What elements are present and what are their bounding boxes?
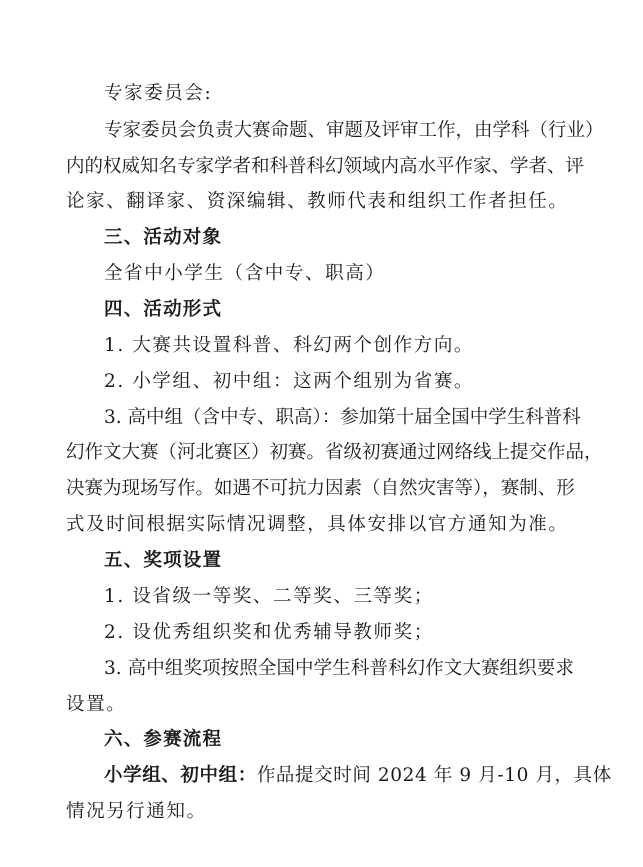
paragraph-line: 决赛为现场写作。如遇不可抗力因素（自然灾害等），赛制、形 (66, 478, 575, 499)
submission-time-text: 作品提交时间 2024 年 9 月-10 月，具体 (256, 765, 612, 786)
paragraph-line: 论家、翻译家、资深编辑、教师代表和组织工作者担任。 (66, 191, 569, 212)
list-item: 3. 高中组（含中专、职高）：参加第十届全国中学生科普科 (104, 407, 581, 428)
paragraph-line (104, 764, 612, 788)
list-item: 2. 小学组、初中组：这两个组别为省赛。 (104, 371, 475, 392)
list-item: 1. 设省级一等奖、二等奖、三等奖； (104, 586, 434, 607)
section-heading-6: 六、参赛流程 (104, 729, 223, 750)
paragraph-line: 专家委员会负责大赛命题、审题及评审工作，由学科（行业） (104, 120, 604, 141)
group-label: 小学组、初中组： (104, 765, 257, 786)
committee-label: 专家委员会: (104, 83, 213, 104)
paragraph-line: 设置。 (66, 694, 127, 715)
list-item: 1. 大赛共设置科普、科幻两个创作方向。 (104, 335, 475, 356)
paragraph-line: 情况另行通知。 (66, 801, 207, 822)
paragraph-line: 内的权威知名专家学者和科普科幻领域内高水平作家、学者、评 (66, 156, 585, 177)
section-heading-5: 五、奖项设置 (104, 550, 223, 571)
paragraph-line: 幻作文大赛（河北赛区）初赛。省级初赛通过网络线上提交作品， (66, 442, 603, 463)
paragraph-line: 全省中小学生（含中专、职高） (104, 263, 386, 284)
section-heading-3: 三、活动对象 (104, 227, 223, 248)
list-item: 3. 高中组奖项按照全国中学生科普科幻作文大赛组织要求 (104, 658, 574, 679)
paragraph-line: 式及时间根据实际情况调整，具体安排以官方通知为准。 (66, 514, 569, 535)
section-heading-4: 四、活动形式 (104, 299, 223, 320)
list-item: 2. 设优秀组织奖和优秀辅导教师奖； (104, 622, 434, 643)
